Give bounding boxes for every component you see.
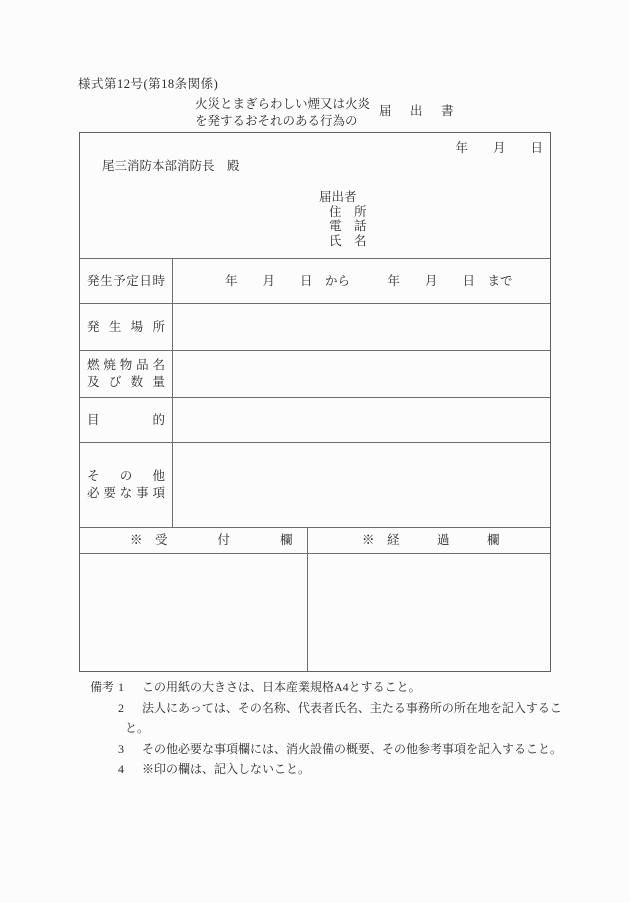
remark-2-text: 法人にあっては、その名称、代表者氏名、主たる事務所の所在地を記入するこ xyxy=(142,700,562,715)
notification-form-table xyxy=(79,132,551,672)
form-title-doc-type: 届 出 書 xyxy=(379,104,457,119)
form-header-section xyxy=(80,133,550,259)
row-purpose-value xyxy=(173,398,550,442)
row-occurrence-place-value xyxy=(173,304,550,350)
remark-3-number: 3 xyxy=(118,741,124,756)
office-use-header-row xyxy=(80,528,550,554)
row-burned-materials xyxy=(80,351,550,398)
notifier-address-field: 住 所 xyxy=(329,204,367,219)
row-occurrence-place-label: 発生場所 xyxy=(80,304,173,350)
remark-item-3 xyxy=(90,739,568,760)
remark-item-4 xyxy=(90,759,568,780)
row-purpose xyxy=(80,398,550,443)
form-title-line2: を発するおそれのある行為の xyxy=(195,114,358,128)
row-purpose-label: 目的 xyxy=(80,398,173,442)
row-occurrence-place xyxy=(80,304,550,351)
remark-2-continuation: と。 xyxy=(125,721,150,735)
progress-column-cell xyxy=(308,554,550,671)
row-other-necessary-items xyxy=(80,443,550,528)
remarks-heading: 備考 xyxy=(90,680,115,694)
remark-3-text: その他必要な事項欄には、消火設備の概要、その他参考事項を記入すること。 xyxy=(142,741,563,756)
remarks-section xyxy=(90,677,568,780)
row-burned-materials-value xyxy=(173,351,550,397)
submission-date-line: 年 月 日 xyxy=(455,141,543,155)
row-other-necessary-items-value xyxy=(173,443,550,527)
remark-4-number: 4 xyxy=(118,762,124,776)
form-title-line1: 火災とまぎらわしい煙又は火炎 xyxy=(195,97,371,111)
notifier-label: 届出者 xyxy=(319,190,357,204)
remark-item-2 xyxy=(90,698,568,719)
form-title-description xyxy=(195,96,370,130)
addressee-line: 尾三消防本部消防長 殿 xyxy=(102,159,240,173)
row-scheduled-datetime xyxy=(80,259,550,304)
notifier-block xyxy=(319,190,367,248)
row-scheduled-datetime-label: 発生予定日時 xyxy=(80,259,173,303)
office-use-body-row xyxy=(80,554,550,671)
row-other-necessary-items-label: その他 必要な事項 xyxy=(80,443,173,527)
receipt-column-header: ※ 受 付 欄 xyxy=(80,528,308,553)
receipt-column-cell xyxy=(80,554,308,671)
remark-2-number: 2 xyxy=(118,700,124,715)
remark-4-text: ※印の欄は、記入しないこと。 xyxy=(142,762,311,776)
remark-1-text: この用紙の大きさは、日本産業規格A4とすること。 xyxy=(142,680,421,694)
row-burned-materials-label: 燃焼物品名 及び数量 xyxy=(80,351,173,397)
notifier-phone-field: 電 話 xyxy=(329,219,367,233)
row-scheduled-datetime-value: 年 月 日 から 年 月 日 まで xyxy=(225,273,513,288)
remark-1-number: 1 xyxy=(118,680,124,694)
form-number: 様式第12号(第18条関係) xyxy=(78,77,219,91)
notifier-name-field: 氏 名 xyxy=(329,233,367,248)
remark-item-1 xyxy=(90,677,568,698)
form-title xyxy=(195,96,457,130)
progress-column-header: ※ 経 過 欄 xyxy=(362,533,500,548)
